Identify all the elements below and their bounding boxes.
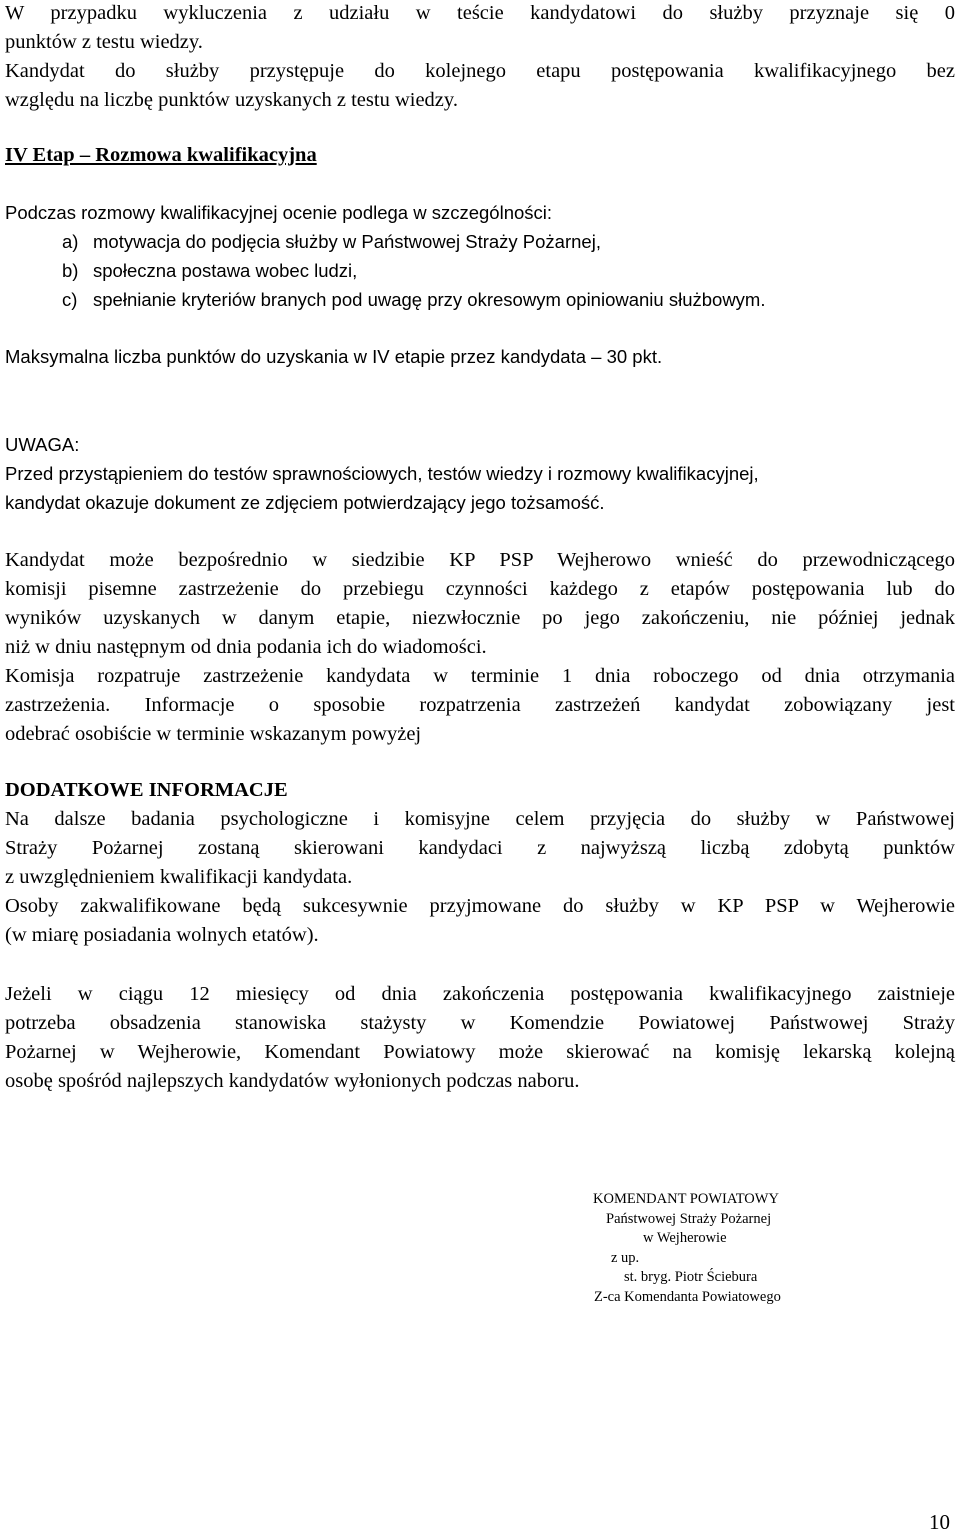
criteria-list <box>5 227 766 314</box>
text-line: Jeżeli w ciągu 12 miesięcy od dnia zakończenia postępowania kwalifikacyjnego zaistnieje <box>5 983 955 1005</box>
text-line: wyników uzyskanych w danym etapie, niezwłocznie po jego zakończeniu, nie później jednak <box>5 607 955 629</box>
intro-paragraph <box>5 0 955 115</box>
notice-label: UWAGA: <box>5 434 80 455</box>
text-line: W przypadku wykluczenia z udziału w teście kandydatowi do służby przyznaje się 0 <box>5 2 955 24</box>
signature-line: KOMENDANT POWIATOWY <box>593 1191 779 1207</box>
list-item <box>5 256 766 285</box>
text-line: potrzeba obsadzenia stanowiska stażysty w Komendzie Powiatowej Państwowej Straży <box>5 1012 955 1034</box>
text-line: Przed przystąpieniem do testów sprawnościowych, testów wiedzy i rozmowy kwalifikacyjnej, <box>5 463 759 484</box>
text-line: z uwzględnieniem kwalifikacji kandydata. <box>5 866 353 888</box>
text-line: komisji pisemne zastrzeżenie do przebiegu czynności każdego z etapów postępowania lub do <box>5 578 955 600</box>
text-line: względu na liczbę punktów uzyskanych z testu wiedzy. <box>5 89 458 111</box>
text-line: (w miarę posiadania wolnych etatów). <box>5 924 319 946</box>
trainee-paragraph <box>5 980 955 1096</box>
signature-line: w Wejherowie <box>643 1230 727 1247</box>
max-points-text: Maksymalna liczba punktów do uzyskania w IV etapie przez kandydata – 30 pkt. <box>5 346 663 367</box>
text-line: Straży Pożarnej zostaną skierowani kandydaci z najwyższą liczbą zdobytą punktów <box>5 837 955 859</box>
list-item <box>5 285 766 314</box>
signature-line: Z-ca Komendanta Powiatowego <box>594 1288 781 1305</box>
text-line: punktów z testu wiedzy. <box>5 31 203 53</box>
list-item-text: społeczna postawa wobec ludzi, <box>93 260 358 281</box>
notice-block <box>5 430 955 517</box>
list-marker: c) <box>62 289 78 310</box>
list-item-text: spełnianie kryteriów branych pod uwagę przy okresowym opiniowaniu służbowym. <box>93 289 766 310</box>
text-line: osobę spośród najlepszych kandydatów wyłonionych podczas naboru. <box>5 1070 580 1092</box>
signature-block <box>585 1190 820 1308</box>
section-heading-additional: DODATKOWE INFORMACJE <box>5 779 288 801</box>
list-marker: a) <box>62 231 79 252</box>
section-heading-stage4: IV Etap – Rozmowa kwalifikacyjna <box>5 144 317 166</box>
text-line: Pożarnej w Wejherowie, Komendant Powiatowy może skierować na komisję lekarską kolejną <box>5 1041 955 1063</box>
text-line: Komisja rozpatruje zastrzeżenie kandydata w terminie 1 dnia roboczego od dnia otrzymania <box>5 665 955 687</box>
signature-line: Państwowej Straży Pożarnej <box>606 1210 772 1227</box>
objection-paragraph <box>5 546 955 749</box>
text-line: niż w dniu następnym od dnia podania ich do wiadomości. <box>5 636 487 658</box>
text-line: odebrać osobiście w terminie wskazanym powyżej <box>5 723 422 745</box>
signature-line: z up. <box>611 1249 640 1266</box>
additional-info-section <box>5 776 955 950</box>
list-marker: b) <box>62 260 79 281</box>
list-item <box>5 227 766 256</box>
stage4-lead: Podczas rozmowy kwalifikacyjnej ocenie podlega w szczególności: <box>5 202 553 223</box>
page-number: 10 <box>929 1510 950 1534</box>
text-line: Na dalsze badania psychologiczne i komisyjne celem przyjęcia do służby w Państwowej <box>5 808 955 830</box>
text-line: zastrzeżenia. Informacje o sposobie rozpatrzenia zastrzeżeń kandydat zobowiązany jest <box>5 694 955 716</box>
text-line: kandydat okazuje dokument ze zdjęciem potwierdzający jego tożsamość. <box>5 492 605 513</box>
text-line: Kandydat może bezpośrednio w siedzibie KP PSP Wejherowo wnieść do przewodniczącego <box>5 549 955 571</box>
text-line: Kandydat do służby przystępuje do kolejnego etapu postępowania kwalifikacyjnego bez <box>5 60 955 82</box>
list-item-text: motywacja do podjęcia służby w Państwowej Straży Pożarnej, <box>93 231 601 252</box>
signature-line: st. bryg. Piotr Ściebura <box>624 1269 758 1286</box>
text-line: Osoby zakwalifikowane będą sukcesywnie przyjmowane do służby w KP PSP w Wejherowie <box>5 895 955 917</box>
